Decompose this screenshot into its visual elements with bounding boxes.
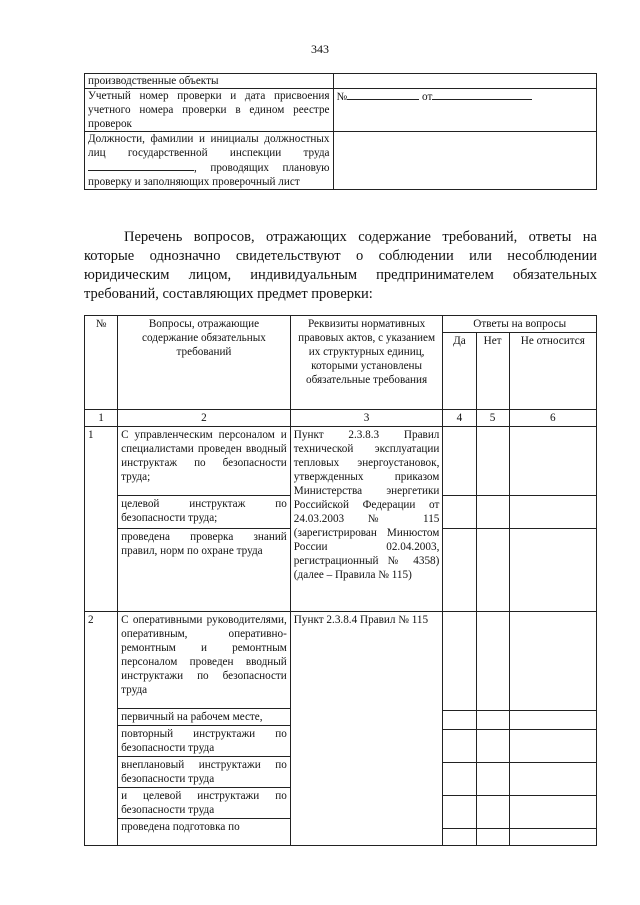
question-item: проведена проверка знаний правил, норм по охране труда	[121, 531, 287, 557]
answer-na-cell	[509, 427, 596, 612]
question-item: С оперативными руководителями, оперативным, оперативно-ремонтным и ремонтным персоналом проведен вводный инструктажи по безопасности труда	[118, 612, 290, 709]
row-questions	[118, 427, 291, 612]
answer-na-cell	[509, 612, 596, 846]
table-row	[85, 74, 597, 89]
checklist-table	[84, 315, 597, 846]
row-number: 2	[85, 612, 118, 846]
col-number-5: 5	[476, 410, 509, 427]
col-number-6: 6	[509, 410, 596, 427]
column-number-row	[85, 410, 597, 427]
col-number-2: 2	[118, 410, 291, 427]
question-item: внеплановый инструктажи по безопасности труда	[118, 757, 290, 788]
production-objects-value	[333, 74, 596, 89]
production-objects-label: производственные объекты	[85, 74, 334, 89]
header-questions: Вопросы, отражающие содержание обязательных требований	[118, 316, 291, 410]
header-no: Нет	[476, 333, 509, 410]
registration-number-value	[333, 89, 596, 132]
header-requisites: Реквизиты нормативных правовых актов, с указанием их структурных единиц, которыми установлены обязательные требования	[290, 316, 443, 410]
from-label: от	[422, 91, 433, 103]
table-row	[85, 427, 597, 612]
question-item: первичный на рабочем месте,	[118, 709, 290, 726]
row-requisite: Пункт 2.3.8.4 Правил № 115	[290, 612, 443, 846]
header-yes: Да	[443, 333, 476, 410]
col-number-1: 1	[85, 410, 118, 427]
answer-no-cell	[476, 612, 509, 846]
officials-blank	[88, 160, 194, 171]
header-row	[85, 316, 597, 333]
question-item: С управленческим персоналом и специалистами проведен вводный инструктаж по безопасности труда;	[118, 427, 290, 496]
question-item: проведена подготовка по	[121, 821, 240, 833]
intro-paragraph: Перечень вопросов, отражающих содержание требований, ответы на которые однозначно свидетельствуют о соблюдении или несоблюдении юридическим лицом, индивидуальным предпринимателем обязательных требований, составляющих предмет проверки:	[84, 229, 597, 302]
row-requisite: Пункт 2.3.8.3 Правил технической эксплуатации тепловых энергоустановок, утвержденных приказом Министерства энергетики Российской Федерации от 24.03.2003 № 115 (зарегистрирован Минюстом России 02.04.2003, регистрационный № 4358) (далее – Правила № 115)	[290, 427, 443, 612]
answer-yes-cell	[443, 427, 476, 612]
number-blank	[347, 89, 419, 100]
row-number: 1	[85, 427, 118, 612]
table-row	[85, 132, 597, 190]
col-number-4: 4	[443, 410, 476, 427]
row-questions	[118, 612, 291, 846]
header-not-applicable: Не относится	[509, 333, 596, 410]
officials-label	[85, 132, 334, 190]
header-answers: Ответы на вопросы	[443, 316, 597, 333]
question-item: целевой инструктаж по безопасности труда;	[118, 496, 290, 529]
registration-number-label: Учетный номер проверки и дата присвоения учетного номера проверки в едином реестре проверок	[85, 89, 334, 132]
answer-yes-cell	[443, 612, 476, 846]
officials-label-part-a: Должности, фамилии и инициалы должностных лиц государственной инспекции труда	[88, 133, 330, 159]
officials-value	[333, 132, 596, 190]
inspection-info-table	[84, 73, 597, 190]
number-sign: №	[336, 91, 348, 103]
table-row	[85, 89, 597, 132]
question-item: повторный инструктажи по безопасности труда	[118, 726, 290, 757]
date-blank	[432, 89, 532, 100]
officials-label-part-b: , проводящих плановую проверку и заполняющих проверочный лист	[88, 162, 330, 188]
answer-no-cell	[476, 427, 509, 612]
header-num: №	[85, 316, 118, 410]
page-number: 343	[311, 42, 329, 56]
question-item: и целевой инструктажи по безопасности труда	[118, 788, 290, 819]
col-number-3: 3	[290, 410, 443, 427]
table-row	[85, 612, 597, 846]
